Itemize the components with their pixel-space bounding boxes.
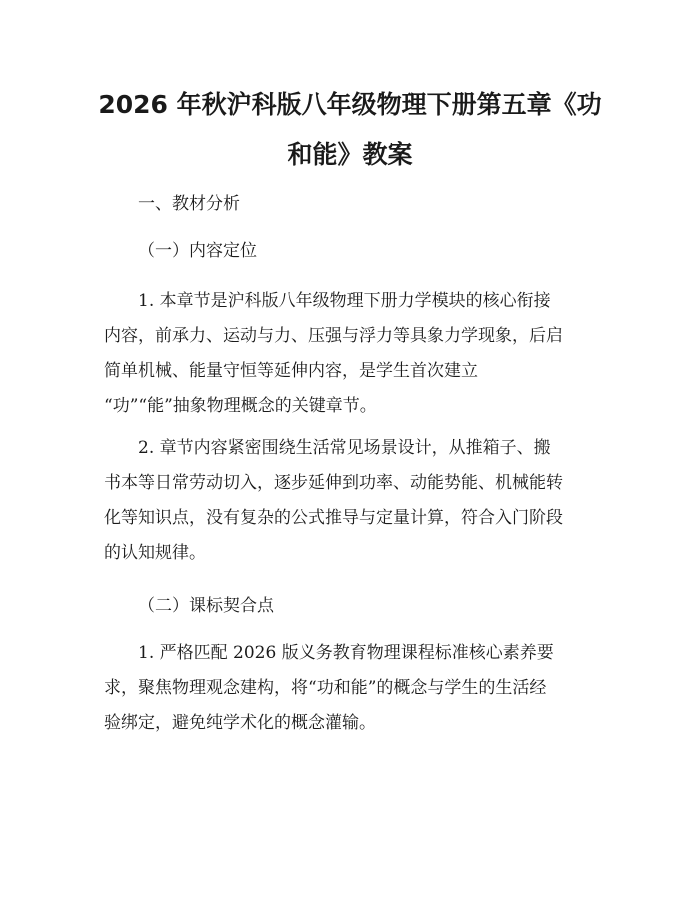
paragraph-2: [104, 431, 600, 571]
title-line-2: 和能》教案: [287, 140, 413, 169]
paragraph-1-line-3: 简单机械、能量守恒等延伸内容，是学生首次建立: [104, 361, 478, 381]
paragraph-2-line-3: 化等知识点，没有复杂的公式推导与定量计算，符合入门阶段: [104, 508, 563, 528]
paragraph-1-line-2: 内容，前承力、运动与力、压强与浮力等具象力学现象，后启: [104, 326, 563, 346]
paragraph-1-line-1: 1. 本章节是沪科版八年级物理下册力学模块的核心衔接: [138, 291, 551, 311]
paragraph-1: [104, 284, 600, 424]
subsection-heading-content-positioning: （一）内容定位: [138, 241, 257, 261]
subsection-heading-curriculum-alignment: （二）课标契合点: [138, 596, 274, 616]
section-heading-textbook-analysis: 一、教材分析: [138, 194, 240, 214]
paragraph-2-line-1: 2. 章节内容紧密围绕生活常见场景设计，从推箱子、搬: [138, 438, 551, 458]
paragraph-3: [104, 636, 600, 741]
paragraph-1-line-4: “功”“能”抽象物理概念的关键章节。: [104, 396, 377, 416]
paragraph-3-line-2: 求，聚焦物理观念建构，将“功和能”的概念与学生的生活经: [104, 678, 547, 698]
paragraph-3-line-1: 1. 严格匹配 2026 版义务教育物理课程标准核心素养要: [138, 643, 554, 663]
document-title: [90, 80, 610, 180]
paragraph-2-line-2: 书本等日常劳动切入，逐步延伸到功率、动能势能、机械能转: [104, 473, 563, 493]
title-line-1: 2026 年秋沪科版八年级物理下册第五章《功: [98, 90, 602, 119]
paragraph-3-line-3: 验绑定，避免纯学术化的概念灌输。: [104, 713, 376, 733]
paragraph-2-line-4: 的认知规律。: [104, 543, 206, 563]
